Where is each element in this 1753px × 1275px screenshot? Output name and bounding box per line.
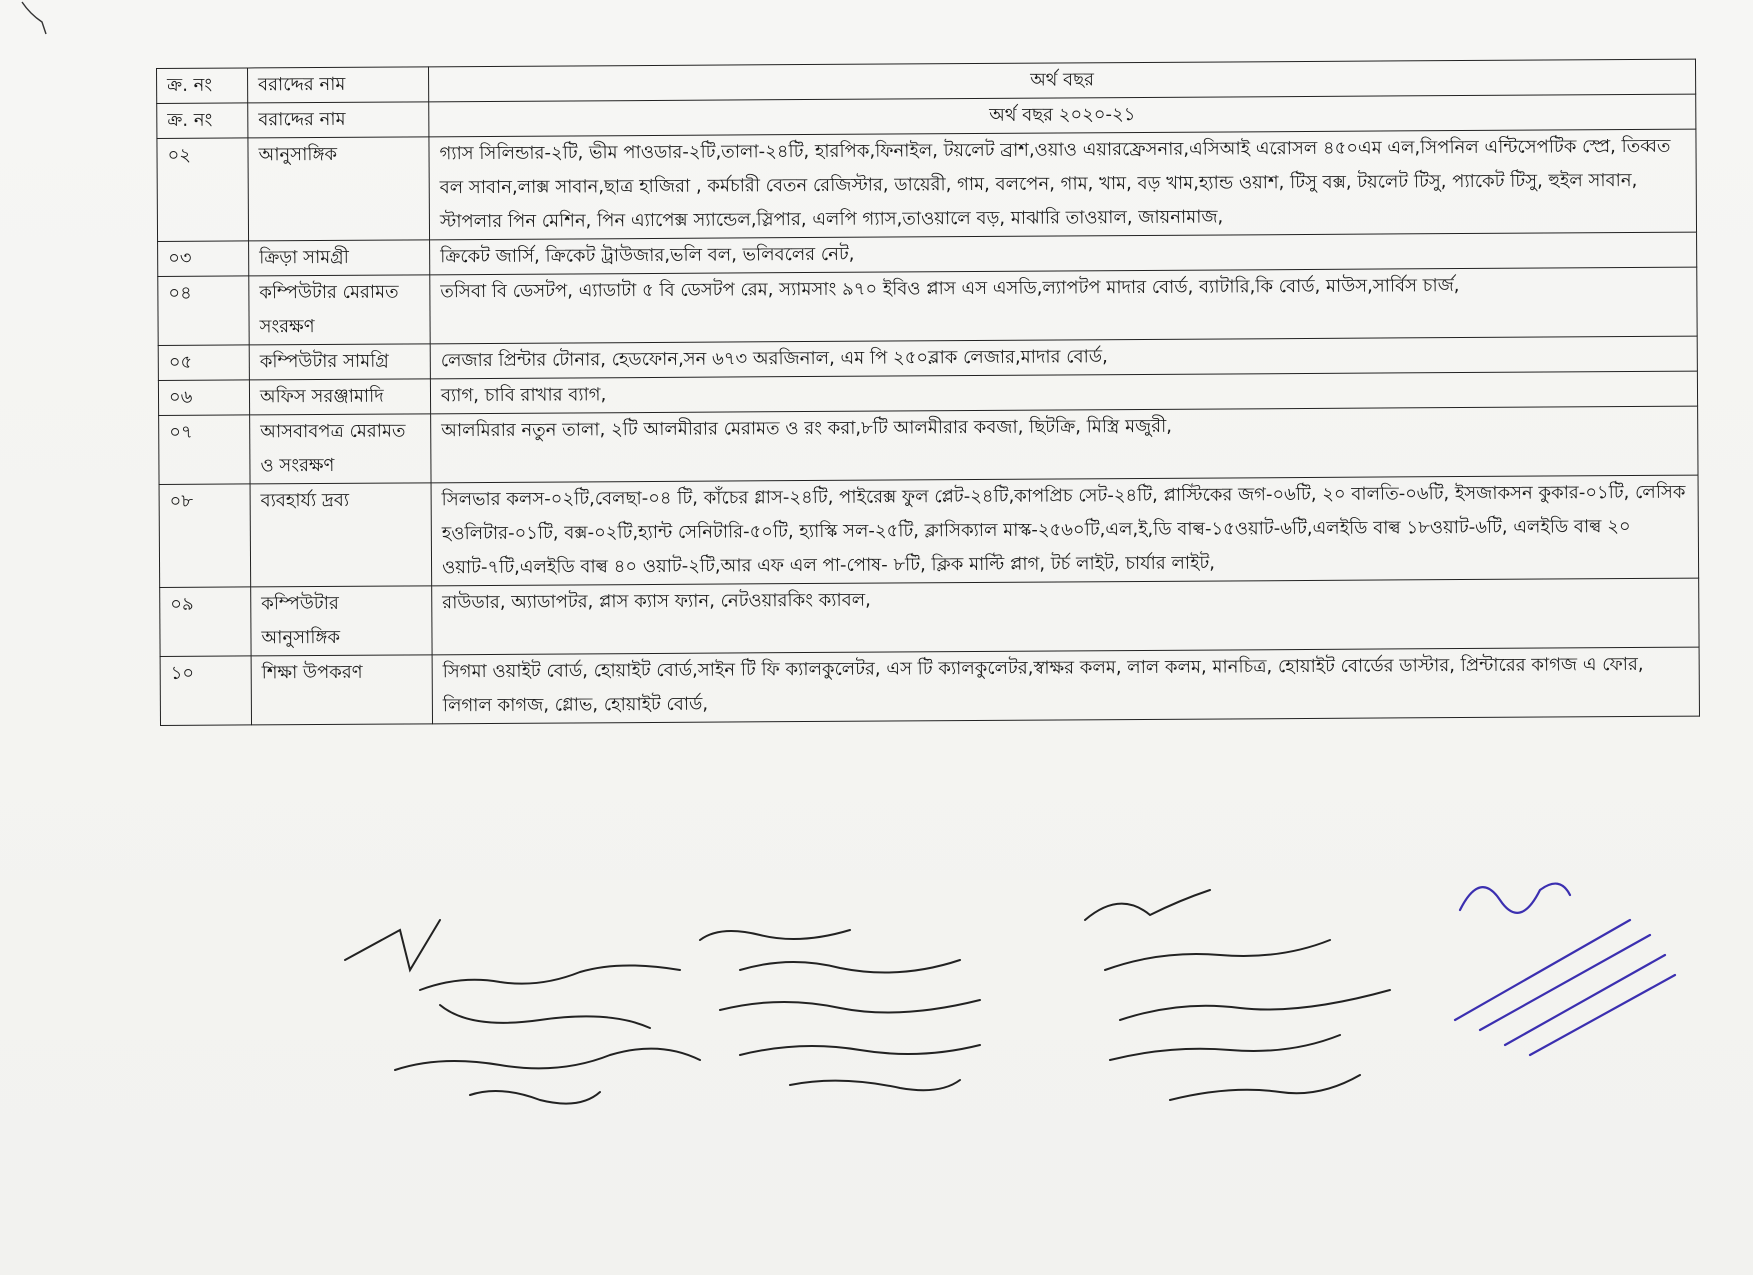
row-items: গ্যাস সিলিন্ডার-২টি, ভীম পাওডার-২টি,তালা-২৪টি, হারপিক,ফিনাইল, টয়লেট ব্রাশ,ওয়াও এয়ারফ্রেসনার,এসিআই এরোসল ৪৫০এম এল,সিপনিল এন্টিসেপটিক স্প্রে, তিব্বত বল সাবান,লাক্স সাবান,ছাত্র হাজিরা , কর্মচারী বেতন রেজিস্টার, ডায়েরী, গাম, বলপেন, গাম, খাম, বড় খাম,হ্যান্ড ওয়াশ, টিসু বক্স, টয়লেট টিসু, প্যাকেট টিসু, হুইল সাবান, স্টাপলার পিন মেশিন, পিন এ্যাপেক্স স্যান্ডেল,স্লিপার, এলপি গ্যাস,তাওয়ালে বড়, মাঝারি তাওয়াল, জায়নামাজ, [429,129,1697,240]
row-name: আনুসাঙ্গিক [248,137,430,241]
signature-1 [345,920,980,1104]
table-row [160,578,1699,656]
header-sl: ক্র. নং [157,68,248,104]
row-sl: ০৫ [158,345,249,381]
table-row [157,129,1697,241]
row-sl: ১০ [160,656,251,726]
row-name: ব্যবহার্য্য দ্রব্য [250,483,432,587]
table-row [160,647,1699,725]
header-sl: ক্র. নং [157,103,248,139]
header-name: বরাদ্দের নাম [248,102,429,138]
row-items: ব্যাগ, চাবি রাখার ব্যাগ, [430,371,1697,414]
signature-area [0,860,1753,1275]
row-items: আলমিরার নতুন তালা, ২টি আলমীরার মেরামত ও রং করা,৮টি আলমীরার কবজা, ছিটক্রি, মিস্ত্রি মজুরী, [431,406,1698,483]
table-row [159,406,1698,484]
header-name: বরাদ্দের নাম [248,67,429,103]
row-items: ক্রিকেট জার্সি, ক্রিকেট ট্রাউজার,ভলি বল, ভলিবলের নেট, [430,232,1697,275]
row-sl: ০৭ [159,415,250,485]
row-name: ক্রিড়া সামগ্রী [249,240,430,276]
row-items: তসিবা বি ডেসটপ, এ্যাডাটা ৫ বি ডেসটপ রেম, স্যামসাং ৯৭০ ইবিও প্লাস এস এসডি,ল্যাপটপ মাদার বোর্ড, ব্যাটারি,কি বোর্ড, মাউস,সার্বিস চার্জ, [430,267,1697,344]
row-name: আসবাবপত্র মেরামত ও সংরক্ষণ [250,414,431,484]
row-name: কম্পিউটার সামগ্রি [249,344,430,380]
row-items: সিগমা ওয়াইট বোর্ড, হোয়াইট বোর্ড,সাইন টি ফি ক্যালকুলেটর, এস টি ক্যালকুলেটর,স্বাক্ষর কলম, লাল কলম, মানচিত্র, হোয়াইট বোর্ডের ডাস্টার, প্রিন্টারের কাগজ এ ফোর, লিগাল কাগজ, গ্লোভ, হোয়াইট বোর্ড, [432,647,1699,724]
row-name: শিক্ষা উপকরণ [251,655,432,725]
row-sl: ০৬ [158,380,249,416]
table-row [159,475,1699,587]
row-name: কম্পিউটার আনুসাঙ্গিক [251,586,432,656]
signature-2 [1085,890,1390,1100]
row-name: অফিস সরঞ্জামাদি [249,379,430,415]
row-items: রাউডার, অ্যাডাপটর, প্লাস ক্যাস ফ্যান, নেটওয়ারকিং ক্যাবল, [432,578,1699,655]
row-sl: ০২ [157,138,249,242]
principal-stamp [1455,884,1675,1055]
row-sl: ০৩ [158,241,249,277]
corner-fold-mark [20,0,60,40]
table-row [158,267,1697,345]
row-sl: ০৪ [158,276,249,346]
row-sl: ০৮ [159,484,251,588]
allocation-table [156,59,1700,726]
header-fiscal-year: অর্থ বছর ২০২০-২১ [429,94,1696,137]
row-items: সিলভার কলস-০২টি,বেলছা-০৪ টি, কাঁচের গ্লাস-২৪টি, পাইরেক্স ফুল প্লেট-২৪টি,কাপপ্রিচ সেট-২৪টি, প্লাস্টিকের জগ-০৬টি, ২০ বালতি-০৬টি, ইসজাকসন কুকার-০১টি, লেসিক হওলিটার-০১টি, বক্স-০২টি,হ্যান্ট সেনিটারি-৫০টি, হ্যাস্কি সল-২৫টি, ক্লাসিক্যাল মাস্ক-২৫৬০টি,এল,ই,ডি বাল্ব-১৫ওয়াট-৬টি,এলইডি বাল্ব ১৮ওয়াট-৬টি, এলইডি বাল্ব ২০ ওয়াট-৭টি,এলইডি বাল্ব ৪০ ওয়াট-২টি,আর এফ এল পা-পোষ- ৮টি, ক্লিক মাল্টি প্লাগ, টর্চ লাইট, চার্যার লাইট, [431,475,1699,586]
row-sl: ০৯ [160,587,251,657]
header-fiscal-year: অর্থ বছর [428,59,1695,102]
row-name: কম্পিউটার মেরামত সংরক্ষণ [249,275,430,345]
row-items: লেজার প্রিন্টার টোনার, হেডফোন,সন ৬৭৩ অরজিনাল, এম পি ২৫০ব্লাক লেজার,মাদার বোর্ড, [430,336,1697,379]
